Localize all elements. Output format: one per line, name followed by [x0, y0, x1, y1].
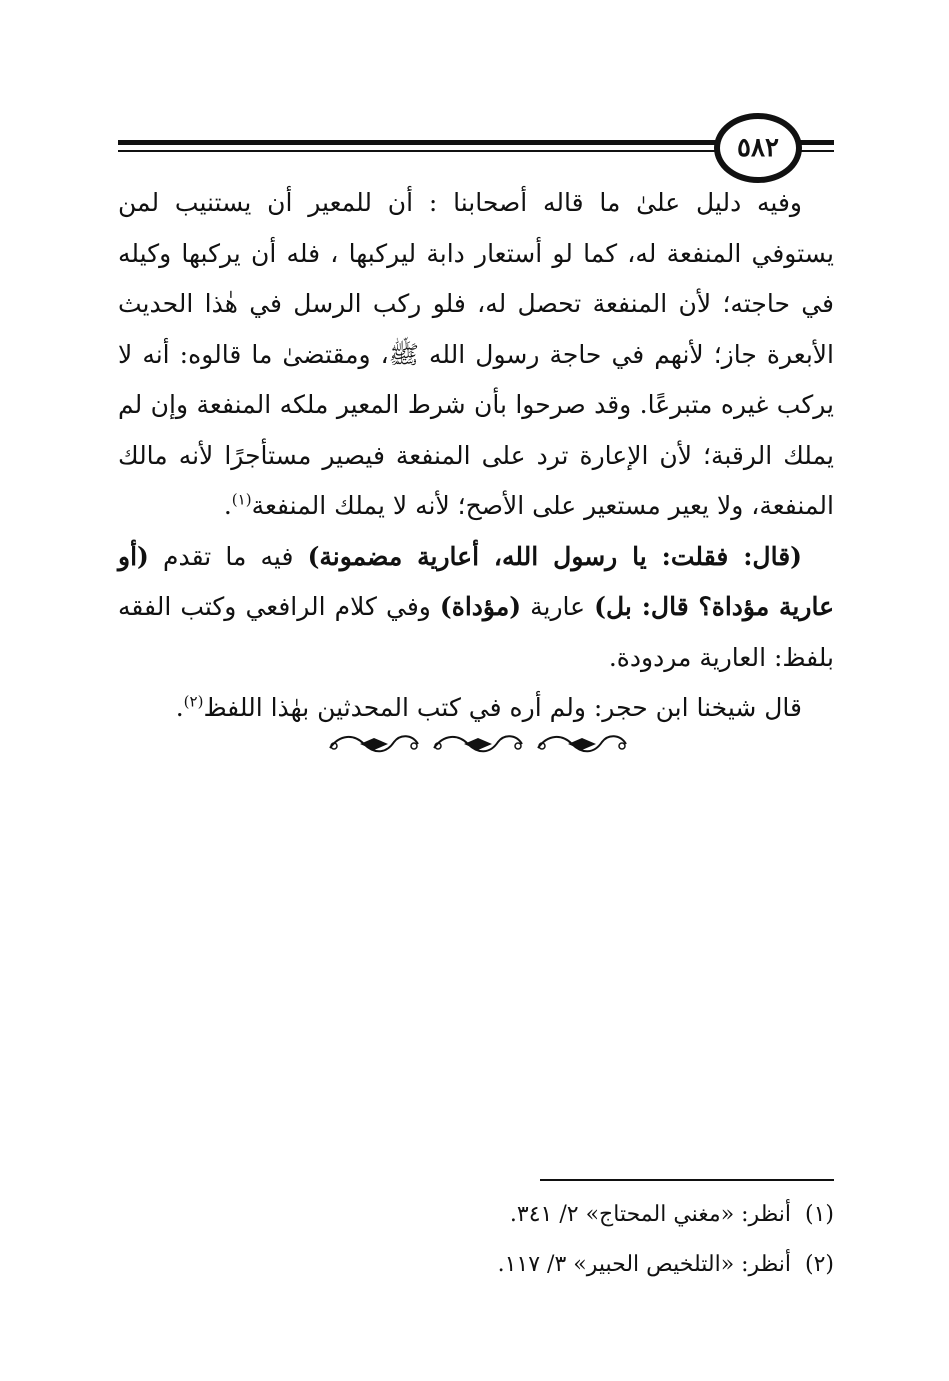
main-text — [118, 178, 834, 734]
ornament-icon — [428, 730, 528, 758]
header-rule-thin — [118, 150, 718, 152]
paragraph-text: وفي كلام الرافعي وكتب الفقه بلفظ: العارية مردودة. — [118, 592, 834, 672]
hadith-quote: (أو عارية مؤداة؟ قال: بل) — [118, 541, 834, 621]
footnote-number: (١) — [804, 1202, 834, 1227]
page-number-badge — [714, 113, 802, 183]
paragraph-text: عارية — [521, 592, 595, 621]
header-rule-right-thick — [800, 140, 834, 145]
paragraph-end: . — [223, 491, 232, 520]
footnote-text: أنظر: «مغني المحتاج» ٢/ ٣٤١. — [509, 1202, 791, 1227]
footnote-separator — [540, 1179, 834, 1181]
section-divider-ornament — [318, 728, 638, 760]
page-header — [0, 0, 949, 200]
paragraph-text: فيه ما تقدم — [148, 541, 308, 571]
hadith-quote: (قال: فقلت: يا رسول الله، أعارية مضمونة) — [307, 541, 802, 571]
footnote-ref: (٢) — [183, 692, 204, 711]
paragraph-text: وفيه دليل علىٰ ما قاله أصحابنا : أن للمعير أن يستنيب لمن يستوفي المنفعة له، كما لو أستعار دابة ليركبها ، فله أن يركبها وكيله في حاجته؛ لأن المنفعة تحصل له، فلو ركب الرسل في هٰذا الحديث الأبعرة جاز؛ لأنهم في حاجة رسول الله ﷺ، ومقتضىٰ ما قالوه: أنه لا يركب غيره متبرعًا. وقد صرحوا بأن شرط المعير ملكه المنفعة وإن لم يملك الرقبة؛ لأن الإعارة ترد على المنفعة فيصير مستأجرًا لأنه مالك المنفعة، ولا يعير مستعير على الأصح؛ لأنه لا يملك المنفعة — [118, 188, 834, 520]
footnote-text: أنظر: «التلخيص الحبير» ٣/ ١١٧. — [497, 1252, 791, 1277]
footnote-ref: (١) — [231, 490, 252, 509]
header-rule-right-thin — [800, 150, 834, 152]
ornament-icon — [324, 730, 424, 758]
footnote-number: (٢) — [804, 1252, 834, 1277]
paragraph — [118, 178, 834, 532]
paragraph-text: قال شيخنا ابن حجر: ولم أره في كتب المحدثين بهٰذا اللفظ — [203, 693, 802, 722]
footnote-item — [300, 1190, 834, 1240]
header-rule-thick — [118, 140, 718, 145]
paragraph — [118, 532, 834, 684]
hadith-quote: (مؤداة) — [439, 592, 522, 621]
footnote-item — [300, 1240, 834, 1290]
page-number: ٥٨٢ — [737, 133, 779, 163]
footnotes — [300, 1190, 834, 1290]
paragraph-end: . — [175, 693, 184, 722]
paragraph — [118, 683, 834, 734]
ornament-icon — [532, 730, 632, 758]
